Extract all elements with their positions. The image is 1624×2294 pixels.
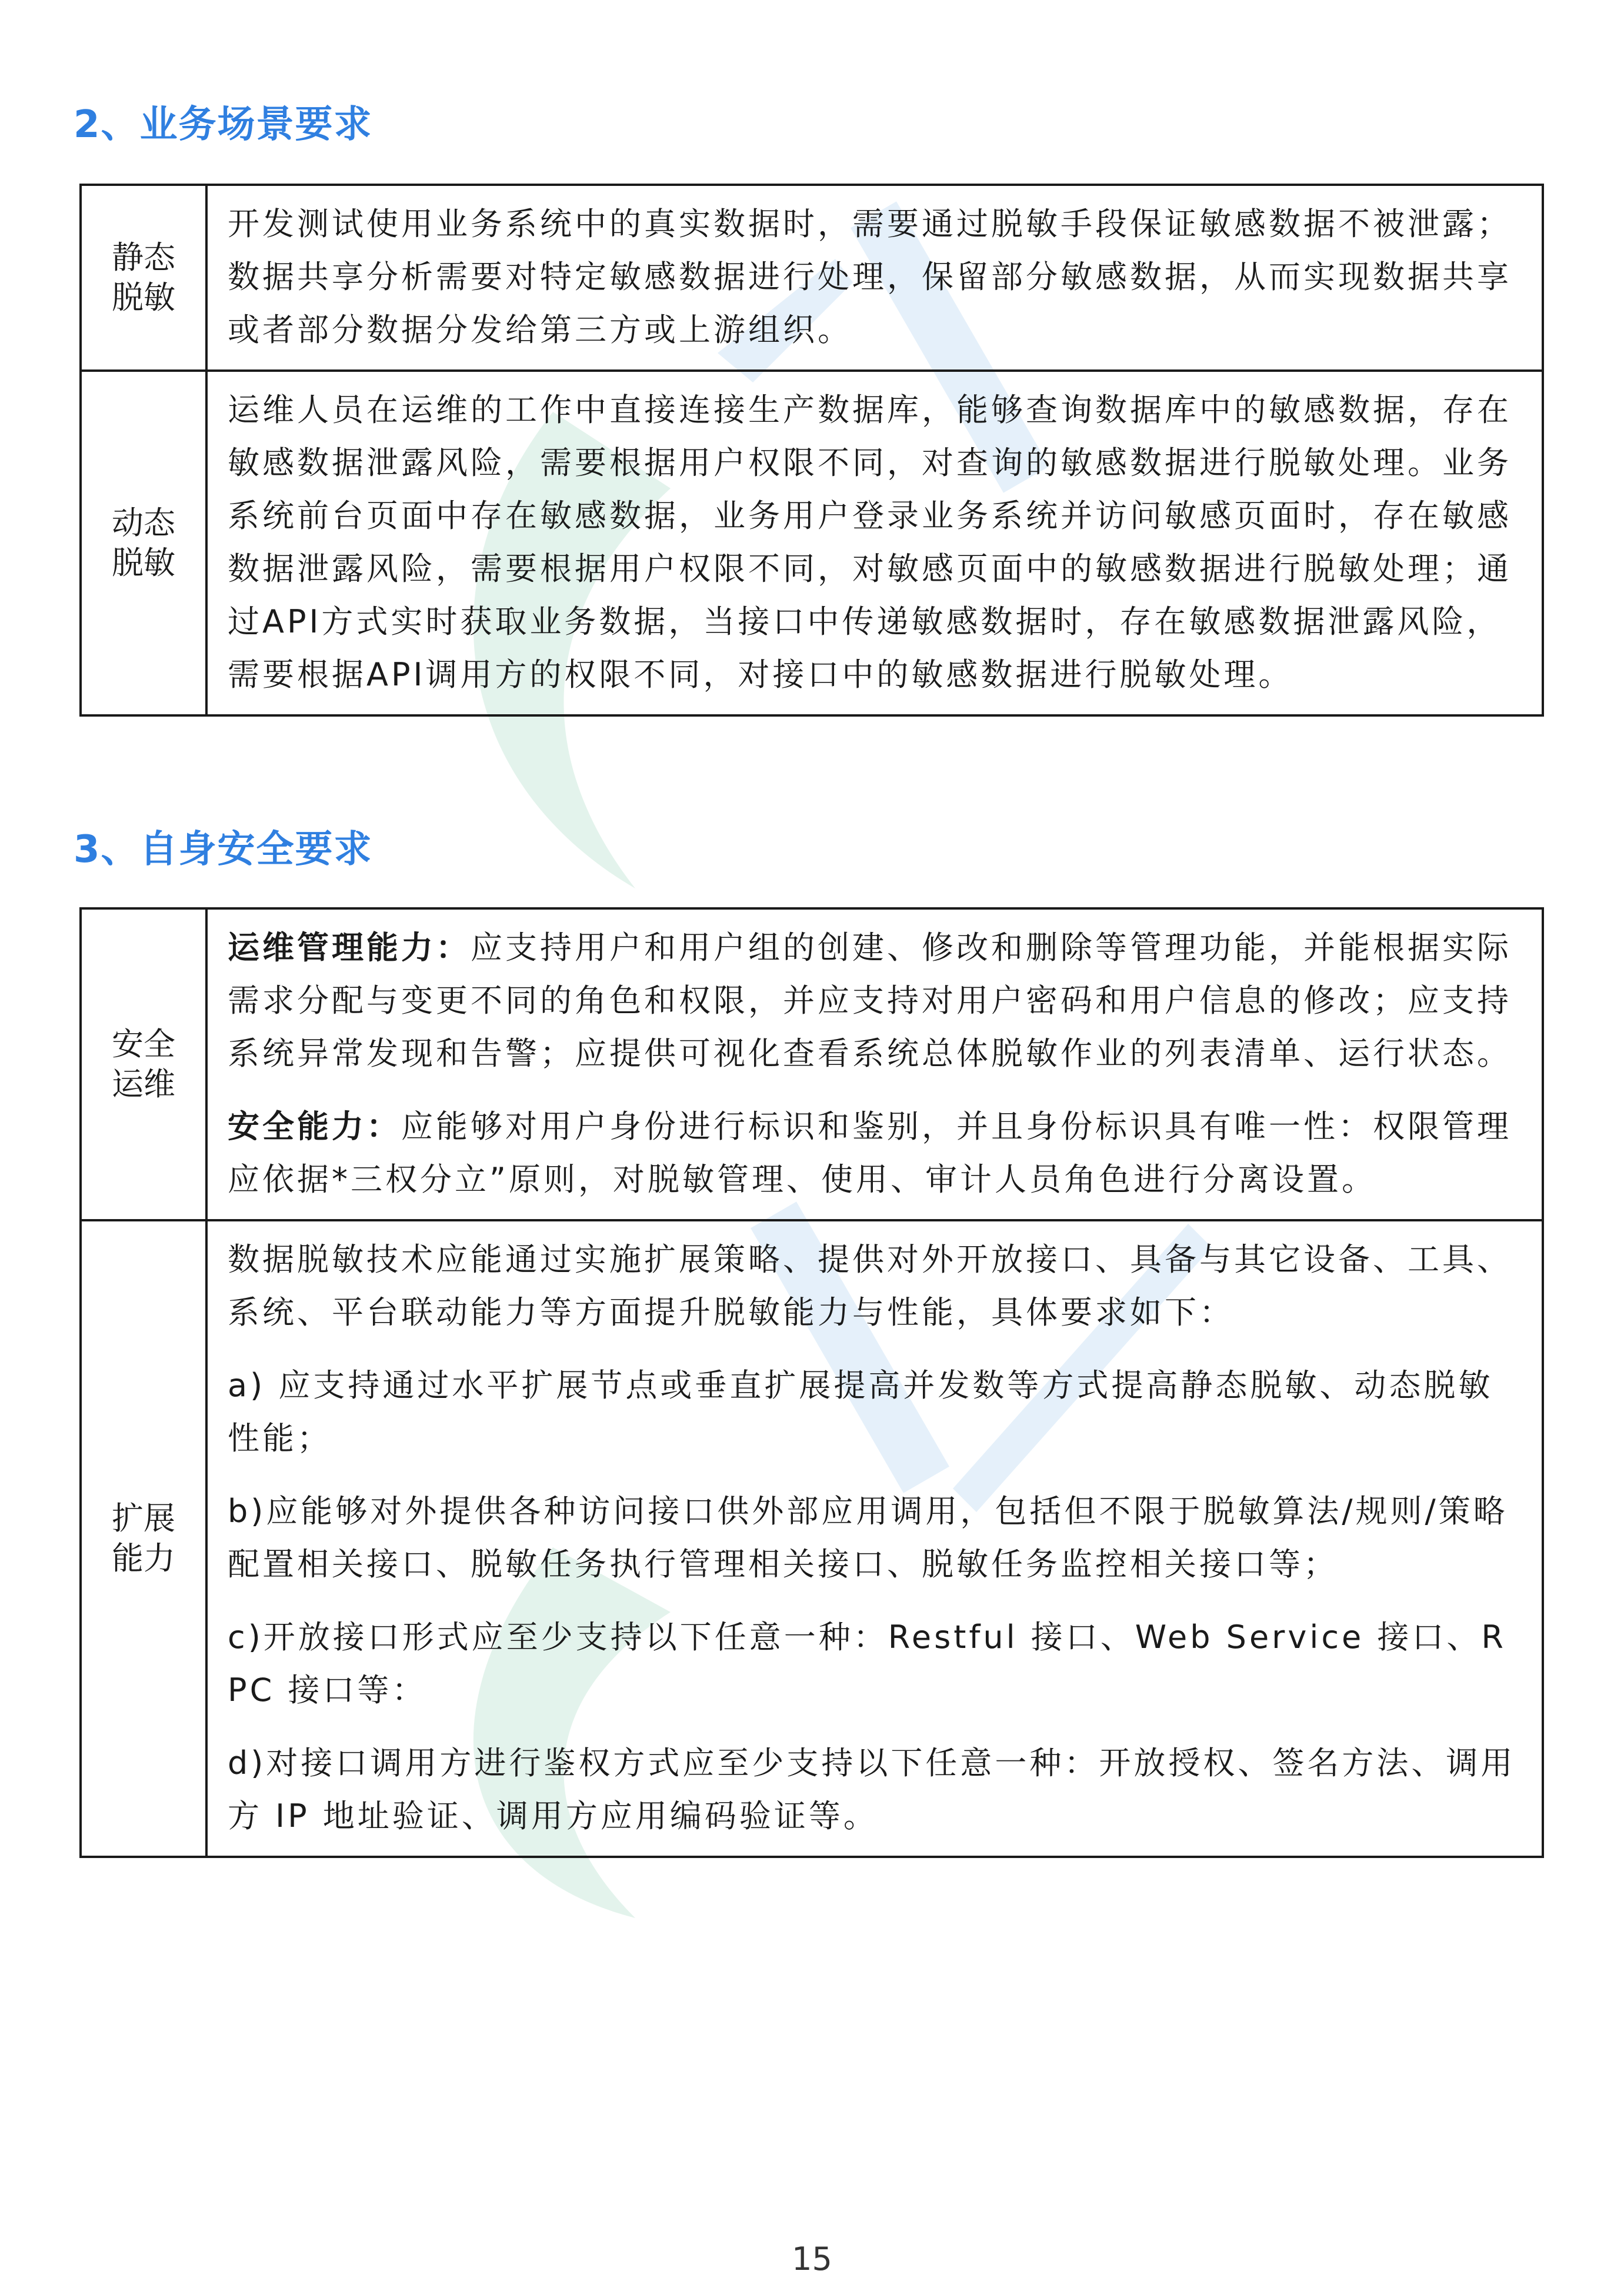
table-row xyxy=(81,908,1543,1220)
paragraph-text: 数据脱敏技术应能通过实施扩展策略、提供对外开放接口、具备与其它设备、工具、系统、平台联动能力等方面提升脱敏能力与性能，具体要求如下： xyxy=(228,1241,1512,1331)
row-content-static-masking xyxy=(206,185,1543,371)
paragraph-lead: 安全能力： xyxy=(228,1108,401,1145)
paragraph-text: 运维人员在运维的工作中直接连接生产数据库，能够查询数据库中的敏感数据，存在敏感数据泄露风险，需要根据用户权限不同，对查询的敏感数据进行脱敏处理。业务系统前台页面中存在敏感数据，业务用户登录业务系统并访问敏感页面时，存在敏感数据泄露风险，需要根据用户权限不同，对敏感页面中的敏感数据进行脱敏处理；通过API方式实时获取业务数据，当接口中传递敏感数据时，存在敏感数据泄露风险，需要根据API调用方的权限不同，对接口中的敏感数据进行脱敏处理。 xyxy=(228,391,1512,693)
paragraph-text: 应能够对用户身份进行标识和鉴别，并且身份标识具有唯一性：权限管理应依据*三权分立”原则，对脱敏管理、使用、审计人员角色进行分离设置。 xyxy=(228,1108,1512,1198)
section-title-business-scenarios: 2、业务场景要求 xyxy=(74,103,373,147)
paragraph xyxy=(228,921,1524,1080)
paragraph-text: b)应能够对外提供各种访问接口供外部应用调用，包括但不限于脱敏算法/规则/策略配置相关接口、脱敏任务执行管理相关接口、脱敏任务监控相关接口等； xyxy=(228,1493,1508,1583)
paragraph xyxy=(228,1100,1524,1206)
row-label-text: 动态 脱敏 xyxy=(112,504,175,581)
section-title-self-security: 3、自身安全要求 xyxy=(74,828,373,871)
self-security-table xyxy=(79,907,1544,1858)
business-scenarios-table xyxy=(79,184,1544,717)
row-content-extension-capability xyxy=(206,1220,1543,1857)
table-row xyxy=(81,185,1543,371)
paragraph-text: 应支持用户和用户组的创建、修改和删除等管理功能，并能根据实际需求分配与变更不同的角色和权限，并应支持对用户密码和用户信息的修改；应支持系统异常发现和告警；应提供可视化查看系统总体脱敏作业的列表清单、运行状态。 xyxy=(228,929,1512,1072)
paragraph xyxy=(228,1233,1524,1339)
row-content-security-operations xyxy=(206,908,1543,1220)
table-row xyxy=(81,1220,1543,1857)
paragraph xyxy=(228,1485,1524,1591)
paragraph-text: a) 应支持通过水平扩展节点或垂直扩展提高并发数等方式提高静态脱敏、动态脱敏性能； xyxy=(228,1367,1493,1457)
paragraph-text: 开发测试使用业务系统中的真实数据时，需要通过脱敏手段保证敏感数据不被泄露；数据共享分析需要对特定敏感数据进行处理，保留部分敏感数据，从而实现数据共享或者部分数据分发给第三方或上游组织。 xyxy=(228,205,1512,348)
paragraph xyxy=(228,198,1524,357)
row-label-text: 扩展 能力 xyxy=(112,1500,175,1577)
row-label-text: 静态 脱敏 xyxy=(112,239,175,316)
paragraph xyxy=(228,1359,1524,1465)
row-label-dynamic-masking xyxy=(81,371,206,715)
page-number: 15 xyxy=(792,2240,832,2278)
paragraph xyxy=(228,384,1524,701)
paragraph xyxy=(228,1611,1524,1717)
row-label-static-masking xyxy=(81,185,206,371)
paragraph xyxy=(228,1737,1524,1843)
paragraph-lead: 运维管理能力： xyxy=(228,929,471,966)
paragraph-text: c)开放接口形式应至少支持以下任意一种：Restful 接口、Web Service 接口、RPC 接口等： xyxy=(228,1619,1506,1709)
row-label-security-operations xyxy=(81,908,206,1220)
row-label-extension-capability xyxy=(81,1220,206,1857)
paragraph-text: d)对接口调用方进行鉴权方式应至少支持以下任意一种：开放授权、签名方法、调用方 IP 地址验证、调用方应用编码验证等。 xyxy=(228,1744,1516,1834)
table-row xyxy=(81,371,1543,715)
row-label-text: 安全 运维 xyxy=(112,1026,175,1103)
row-content-dynamic-masking xyxy=(206,371,1543,715)
